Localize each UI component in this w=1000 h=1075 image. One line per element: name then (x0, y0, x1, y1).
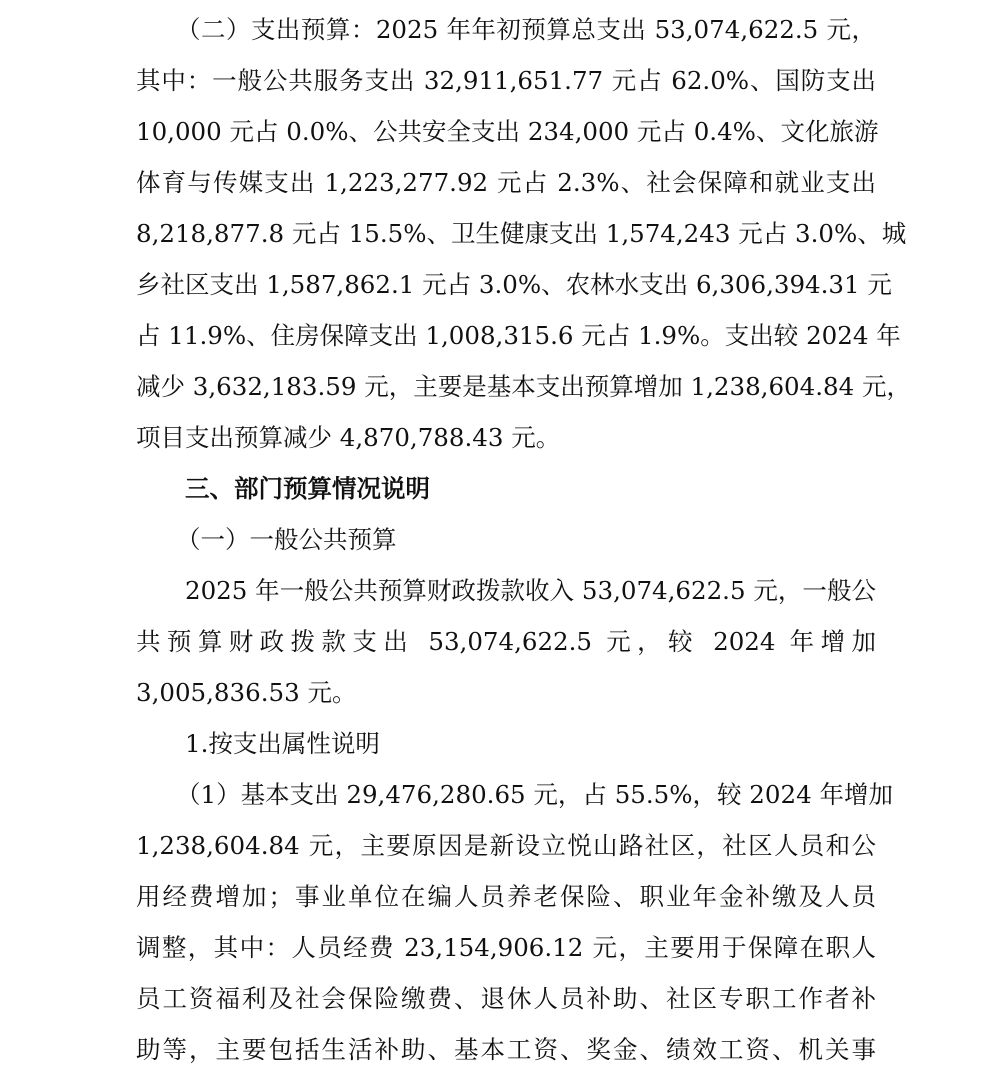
paragraph-line: 2025 年一般公共预算财政拨款收入 53,074,622.5 元，一般公 (185, 576, 876, 605)
paragraph-line: 员工资福利及社会保险缴费、退休人员补助、社区专职工作者补 (136, 984, 876, 1013)
paragraph-line: 减少 3,632,183.59 元，主要是基本支出预算增加 1,238,604.84 元， (136, 372, 911, 401)
paragraph-line: 1,238,604.84 元，主要原因是新设立悦山路社区，社区人员和公 (136, 831, 876, 860)
document-body (136, 4, 911, 1075)
subsection-heading: （一）一般公共预算 (176, 525, 397, 554)
paragraph-line: （1）基本支出 29,476,280.65 元，占 55.5%，较 2024 年增加 (176, 780, 893, 809)
section-heading: 三、部门预算情况说明 (185, 474, 430, 503)
paragraph-line: 3,005,836.53 元。 (136, 678, 357, 707)
paragraph-line: 用经费增加；事业单位在编人员养老保险、职业年金补缴及人员 (136, 882, 876, 911)
paragraph-line: 项目支出预算减少 4,870,788.43 元。 (136, 423, 561, 452)
paragraph-line: 调整，其中：人员经费 23,154,906.12 元，主要用于保障在职人 (136, 933, 876, 962)
paragraph-line: 占 11.9%、住房保障支出 1,008,315.6 元占 1.9%。支出较 2024 年 (136, 321, 901, 350)
paragraph-line: 助等，主要包括生活补助、基本工资、奖金、绩效工资、机关事 (136, 1035, 876, 1064)
paragraph-line: 乡社区支出 1,587,862.1 元占 3.0%、农林水支出 6,306,394.31 元 (136, 270, 892, 299)
paragraph-line: 其中：一般公共服务支出 32,911,651.77 元占 62.0%、国防支出 (136, 66, 876, 95)
subsection-heading: 1.按支出属性说明 (185, 729, 380, 758)
paragraph-line: 体育与传媒支出 1,223,277.92 元占 2.3%、社会保障和就业支出 (136, 168, 876, 197)
paragraph-line: 共预算财政拨款支出 53,074,622.5 元，较 2024 年增加 (136, 627, 876, 656)
paragraph-line: 10,000 元占 0.0%、公共安全支出 234,000 元占 0.4%、文化旅游 (136, 117, 879, 146)
paragraph-line: 8,218,877.8 元占 15.5%、卫生健康支出 1,574,243 元占 3.0%、城 (136, 219, 907, 248)
paragraph-line: （二）支出预算：2025 年年初预算总支出 53,074,622.5 元， (176, 15, 876, 44)
